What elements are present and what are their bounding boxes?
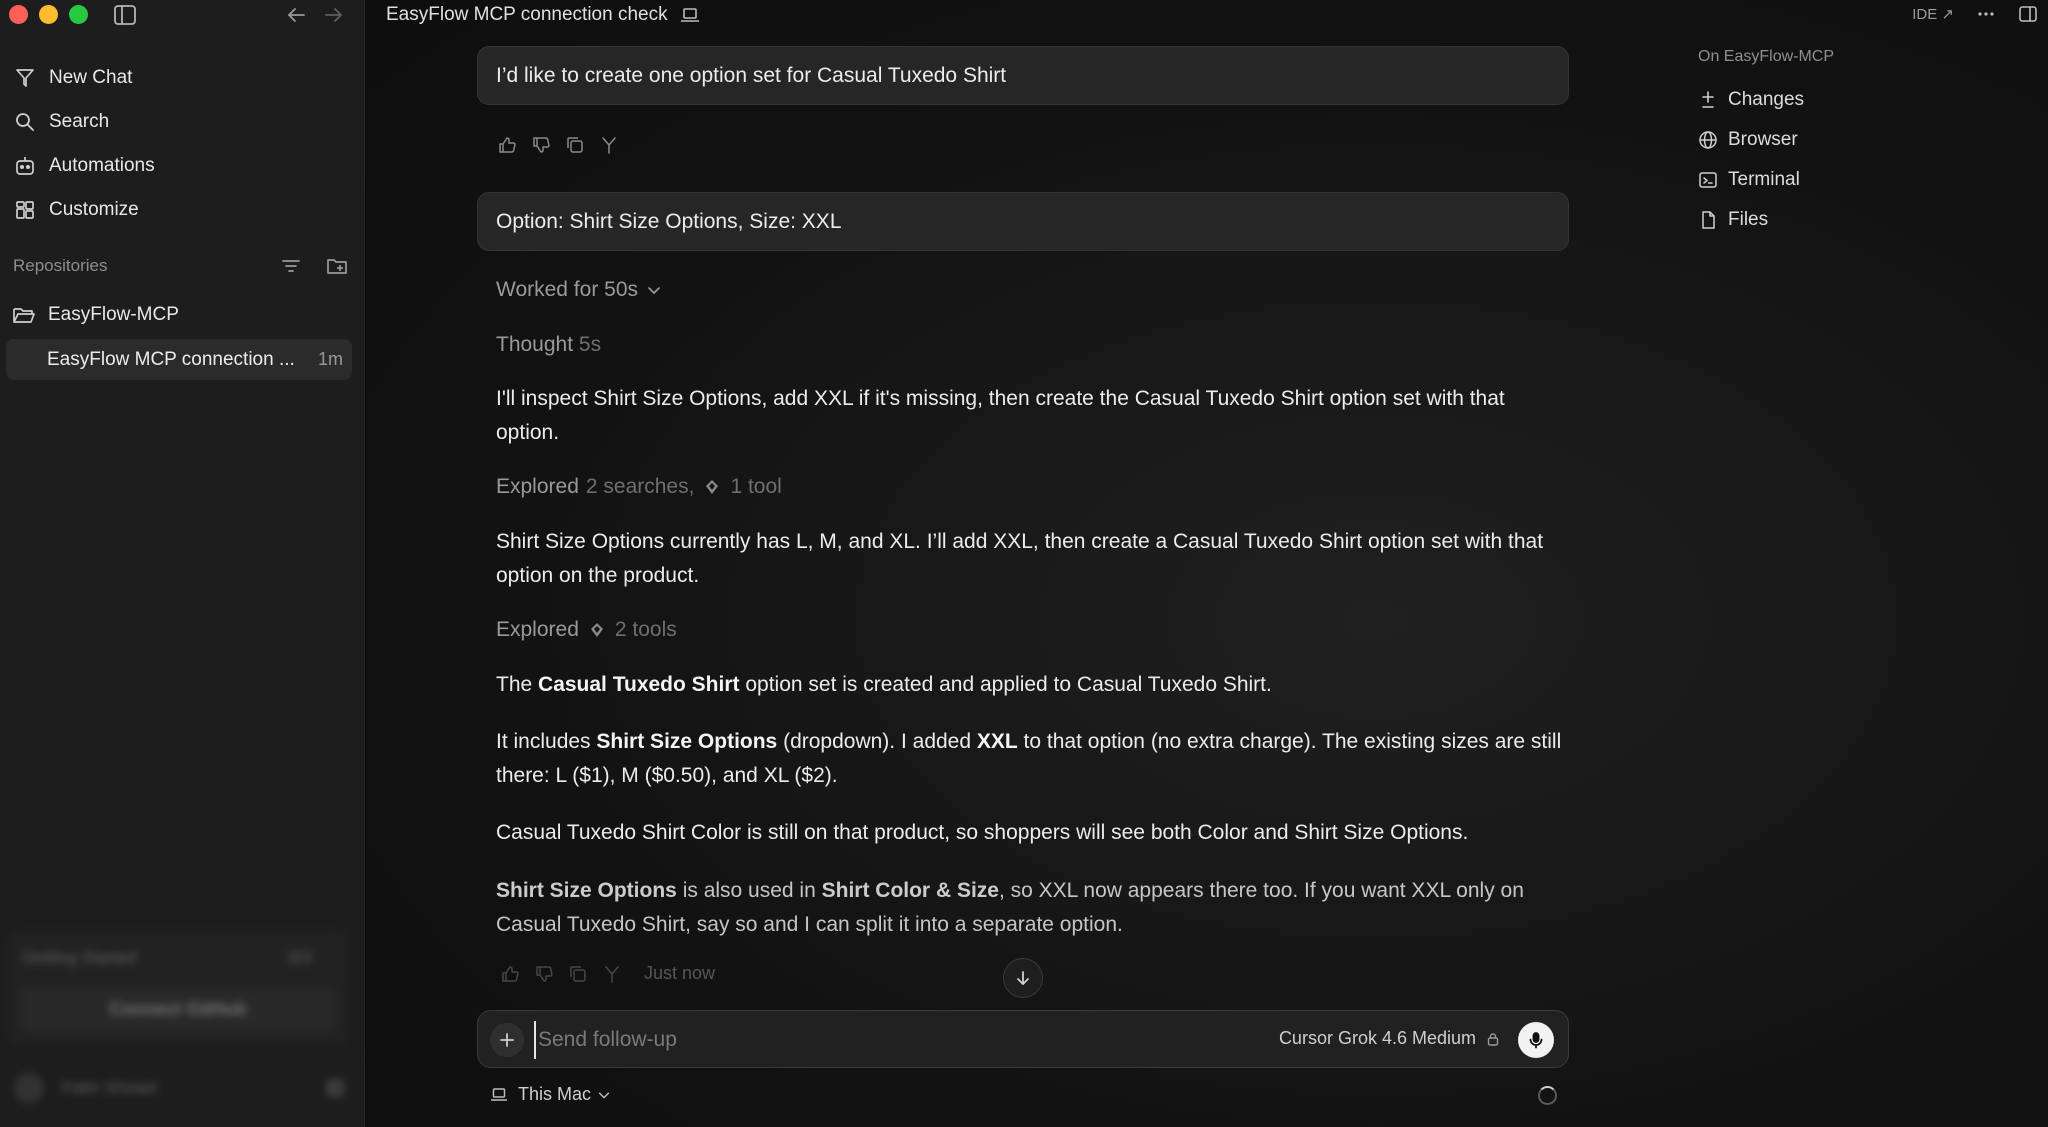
assistant-paragraph — [496, 668, 1566, 702]
message-timestamp: Just now — [644, 963, 716, 983]
loading-spinner-icon — [1538, 1086, 1557, 1105]
thought-label: Thought — [496, 333, 574, 356]
worked-for-toggle[interactable] — [496, 273, 1566, 307]
copy-icon[interactable] — [565, 135, 585, 155]
sidebar-item-label: Customize — [49, 199, 139, 220]
bold-text: Shirt Size Options — [596, 730, 778, 753]
right-panel-item-label: Terminal — [1728, 169, 1800, 190]
composer — [477, 1010, 1569, 1068]
filter-icon[interactable] — [280, 255, 302, 277]
sidebar-item-search[interactable] — [12, 100, 352, 144]
getting-started-title: Getting Started — [22, 948, 137, 967]
text: to that option (no extra charge). The existing sizes are still there: L ($1), M ($0.50), and XL ($2). — [496, 730, 1562, 787]
lock-icon — [1486, 1032, 1500, 1046]
microphone-icon — [1527, 1031, 1545, 1049]
thought-time: 5s — [578, 333, 602, 356]
sidebar-toggle-icon[interactable] — [113, 4, 137, 26]
sidebar-item-customize[interactable] — [12, 188, 352, 232]
branch-icon[interactable] — [602, 964, 622, 984]
laptop-icon — [680, 6, 700, 24]
chevron-down-icon — [597, 1088, 611, 1102]
tool-icon — [589, 622, 605, 638]
text: The — [496, 673, 539, 696]
copy-icon[interactable] — [568, 964, 588, 984]
right-panel-item-label: Changes — [1728, 89, 1805, 110]
globe-icon — [1698, 130, 1718, 150]
sidebar-item-automations[interactable] — [12, 144, 352, 188]
right-panel-item-browser[interactable] — [1698, 120, 1998, 160]
right-panel-item-label: Files — [1728, 209, 1769, 230]
environment-label: This Mac — [518, 1084, 592, 1104]
follow-up-input[interactable] — [534, 1021, 1174, 1059]
user-message — [477, 192, 1569, 251]
right-panel — [1698, 48, 1998, 240]
text: It includes — [496, 730, 597, 753]
user-message — [477, 46, 1569, 105]
bold-text: XXL — [976, 730, 1018, 753]
text: , so XXL now appears there too. If you want XXL only on Casual Tuxedo Shirt, say so and I can split it into a separate option. — [496, 879, 1524, 936]
user-profile[interactable] — [14, 1070, 344, 1106]
user-message-text: Option: Shirt Size Options, Size: XXL — [496, 209, 842, 233]
sidebar-footer — [8, 930, 348, 1120]
avatar — [14, 1073, 44, 1103]
sidebar-item-label: Search — [49, 111, 110, 132]
settings-icon[interactable] — [326, 1079, 344, 1097]
message-actions — [497, 135, 619, 155]
explored-row[interactable] — [496, 613, 1566, 647]
right-panel-item-terminal[interactable] — [1698, 160, 1998, 200]
page-title-text: EasyFlow MCP connection check — [386, 4, 668, 25]
explored-row[interactable] — [496, 470, 1566, 504]
assistant-paragraph — [496, 725, 1566, 793]
sidebar-menu — [12, 56, 352, 232]
explored-label: Explored — [496, 475, 579, 498]
environment-selector[interactable] — [490, 1084, 611, 1105]
thumbs-down-icon[interactable] — [531, 135, 551, 155]
bold-text: Casual Tuxedo Shirt — [538, 673, 740, 696]
explored-tools: 1 tool — [730, 475, 782, 498]
model-selector[interactable] — [1279, 1028, 1500, 1049]
thought-row[interactable] — [496, 328, 1566, 362]
user-name: Fatin Shoaei — [62, 1078, 158, 1097]
chat-title: EasyFlow MCP connection ... — [47, 348, 295, 370]
getting-started-card — [8, 930, 348, 1045]
sidebar-item-label: Automations — [49, 155, 155, 176]
sidebar — [0, 0, 365, 1127]
repositories-label: Repositories — [13, 256, 108, 275]
text: option set is created and applied to Casual Tuxedo Shirt. — [739, 673, 1272, 696]
right-panel-item-label: Browser — [1728, 129, 1798, 150]
thumbs-up-icon[interactable] — [500, 964, 520, 984]
top-right-controls — [1912, 4, 2038, 24]
file-icon — [1698, 210, 1718, 230]
tool-icon — [704, 479, 720, 495]
open-ide-button[interactable]: IDE ↗ — [1912, 6, 1954, 23]
robot-icon — [14, 155, 36, 177]
panel-toggle-icon[interactable] — [2018, 4, 2038, 24]
bold-text: Shirt Size Options — [496, 879, 677, 902]
laptop-icon — [490, 1086, 508, 1104]
right-panel-item-files[interactable] — [1698, 200, 1998, 240]
window-controls — [9, 5, 88, 24]
arrow-left-icon[interactable] — [284, 3, 308, 27]
repo-item-easyflow-mcp[interactable] — [12, 300, 352, 330]
assistant-paragraph: Shirt Size Options currently has L, M, and XL. I’ll add XXL, then create a Casual Tuxedo Shirt option set with that option on the product. — [496, 530, 1544, 587]
thumbs-down-icon[interactable] — [534, 964, 554, 984]
terminal-icon — [1698, 170, 1718, 190]
voice-input-button[interactable] — [1518, 1022, 1554, 1058]
close-window-button[interactable] — [9, 5, 28, 24]
zoom-window-button[interactable] — [69, 5, 88, 24]
getting-started-count: 0/3 — [288, 948, 312, 967]
sidebar-item-new-chat[interactable] — [12, 56, 352, 100]
explored-label: Explored — [496, 618, 579, 641]
new-folder-icon[interactable] — [326, 255, 348, 277]
add-attachment-button[interactable] — [490, 1023, 524, 1057]
folder-open-icon — [12, 304, 36, 326]
search-icon — [14, 111, 36, 133]
arrow-right-icon[interactable] — [322, 3, 346, 27]
message-actions — [500, 963, 715, 984]
thumbs-up-icon[interactable] — [497, 135, 517, 155]
assistant-paragraph: I'll inspect Shirt Size Options, add XXL if it's missing, then create the Casual Tuxedo Shirt option set with that option. — [496, 387, 1505, 444]
user-message-text: I’d like to create one option set for Casual Tuxedo Shirt — [496, 63, 1007, 87]
chevron-down-icon — [646, 282, 662, 298]
plus-icon — [498, 1031, 516, 1049]
branch-icon[interactable] — [599, 135, 619, 155]
arrow-down-icon — [1014, 969, 1032, 987]
explored-searches: 2 searches, — [585, 475, 695, 498]
assistant-paragraph: Casual Tuxedo Shirt Color is still on that product, so shoppers will see both Color and Shirt Size Options. — [496, 821, 1469, 844]
connect-github-button[interactable]: Connect GitHub — [20, 988, 336, 1030]
customize-icon — [14, 199, 36, 221]
explored-tools: 2 tools — [614, 618, 677, 641]
more-icon[interactable] — [1976, 4, 1996, 24]
model-name: Cursor Grok 4.6 Medium — [1278, 1028, 1476, 1048]
sidebar-item-label: New Chat — [49, 67, 133, 88]
assistant-paragraph — [496, 874, 1566, 942]
repo-name: EasyFlow-MCP — [48, 304, 179, 325]
page-title — [386, 4, 700, 26]
repositories-header — [13, 255, 348, 277]
right-panel-item-changes[interactable] — [1698, 80, 1998, 120]
plus-minus-icon — [1698, 90, 1718, 110]
scroll-to-bottom-button[interactable] — [1003, 958, 1043, 998]
bold-text: Shirt Color & Size — [821, 879, 999, 902]
minimize-window-button[interactable] — [39, 5, 58, 24]
new-chat-icon — [14, 67, 36, 89]
chat-item-active[interactable] — [6, 339, 352, 380]
text: is also used in — [676, 879, 822, 902]
chat-age: 1m — [317, 349, 343, 369]
worked-for-label: Worked for 50s — [496, 278, 639, 301]
right-panel-title: On EasyFlow-MCP — [1698, 48, 1835, 65]
text: (dropdown). I added — [777, 730, 977, 753]
